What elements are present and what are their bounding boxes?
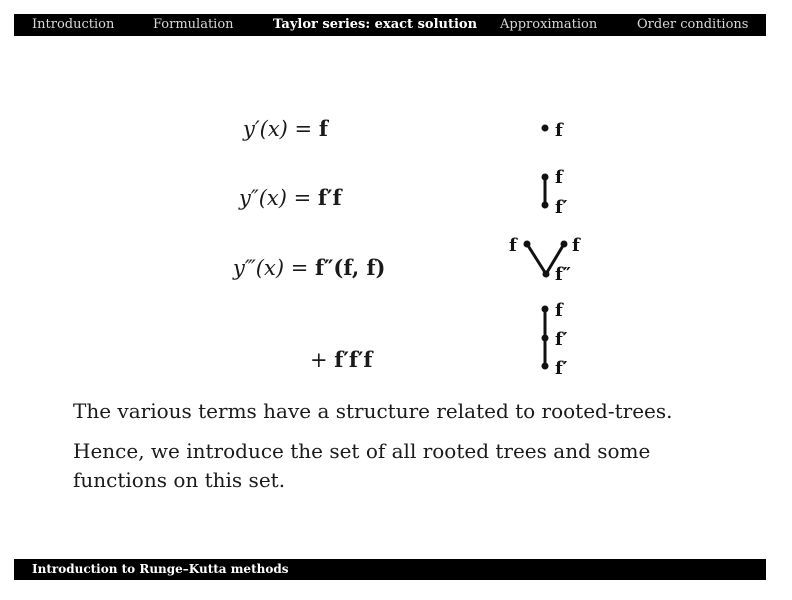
tree4-label-root: f′ — [555, 358, 568, 379]
eq4-rhs: f′f′f — [334, 347, 373, 372]
tree3-node-root — [543, 271, 550, 278]
tree3-edge-left — [527, 244, 546, 274]
nav-item-introduction[interactable]: Introduction — [32, 17, 115, 32]
tree3-node-right — [561, 241, 568, 248]
eq1-lhs: y′(x) = — [243, 117, 319, 141]
tree3-label-left: f — [509, 235, 517, 256]
tree4-label-top: f — [555, 300, 563, 321]
tree1-node — [542, 125, 549, 132]
eq2-lhs: y″(x) = — [239, 186, 318, 210]
tree2-label-top: f — [555, 167, 563, 188]
eq4-plus: + — [310, 348, 335, 372]
explanation-line-3: functions on this set. — [73, 468, 286, 492]
tree3-label-right: f — [572, 235, 580, 256]
footer-title: Introduction to Runge–Kutta methods — [32, 562, 289, 576]
tree3-node-left — [524, 241, 531, 248]
explanation-line-1: The various terms have a structure related to rooted-trees. — [73, 399, 673, 423]
eq3-rhs-a: f″ — [314, 255, 334, 280]
tree4-node-top — [542, 306, 549, 313]
eq1-rhs: f — [318, 116, 328, 141]
tree2-node-root — [542, 202, 549, 209]
tree2-node-top — [542, 174, 549, 181]
explanation-line-2: Hence, we introduce the set of all rooted trees and some — [73, 439, 651, 463]
tree3-label-root: f″ — [555, 264, 571, 285]
nav-item-order-conditions[interactable]: Order conditions — [637, 17, 749, 32]
tree4-node-root — [542, 363, 549, 370]
tree2-label-root: f′ — [555, 197, 568, 218]
eq3-rhs-b: (f, f) — [333, 255, 386, 280]
footer-bar — [14, 559, 766, 580]
nav-item-approximation[interactable]: Approximation — [500, 17, 598, 32]
eq2-rhs: f′f — [317, 185, 342, 210]
tree1-label: f — [555, 120, 563, 141]
tree4-node-middle — [542, 335, 549, 342]
tree4-label-middle: f′ — [555, 329, 568, 350]
nav-item-formulation[interactable]: Formulation — [153, 17, 234, 32]
eq3-lhs: y‴(x) = — [233, 256, 315, 280]
nav-item-taylor-series[interactable]: Taylor series: exact solution — [273, 17, 478, 32]
